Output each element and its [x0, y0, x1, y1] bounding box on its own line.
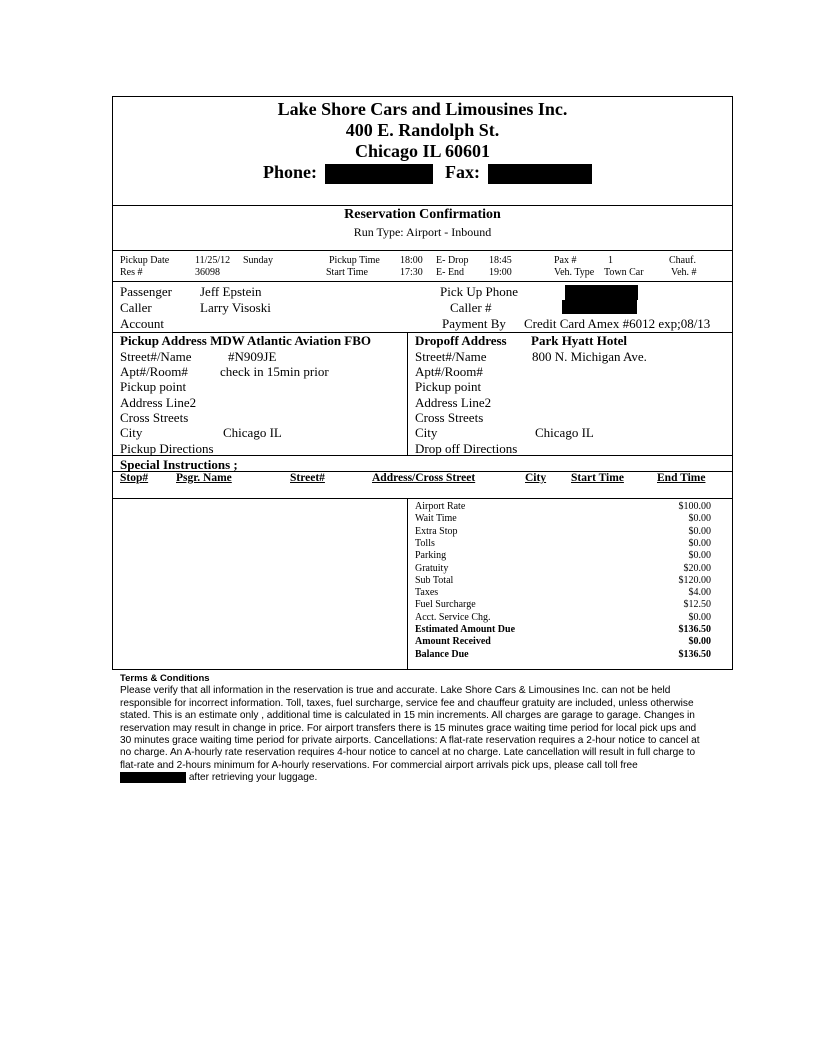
company-name: Lake Shore Cars and Limousines Inc. [277, 99, 568, 119]
fax-label: Fax: [445, 162, 480, 182]
fee-label: Tolls [415, 537, 435, 549]
dropoff-apt-label: Apt#/Room# [415, 364, 483, 379]
fee-row [415, 526, 711, 538]
phone-fax-line [263, 162, 592, 184]
terms-tail: after retrieving your luggage. [188, 772, 318, 784]
pickup-phone-redaction [565, 285, 638, 300]
phone-redaction [325, 164, 433, 184]
dropoff-directions-label: Drop off Directions [415, 441, 518, 456]
passenger-label: Passenger [120, 284, 172, 299]
dropoff-street: 800 N. Michigan Ave. [532, 349, 647, 364]
column-divider [407, 332, 408, 455]
pickup-apt-label: Apt#/Room# [120, 364, 188, 379]
vehtype: Town Car [604, 267, 644, 278]
pickup-time: 18:00 [400, 255, 423, 266]
run-type: Run Type: Airport - Inbound [353, 225, 492, 239]
company-city: Chicago IL 60601 [354, 141, 491, 161]
pickup-cross-label: Cross Streets [120, 410, 189, 425]
dropoff-street-label: Street#/Name [415, 349, 487, 364]
start-time-label: Start Time [326, 267, 368, 278]
fee-value: $0.00 [688, 550, 711, 562]
edrop: 18:45 [489, 255, 512, 266]
fee-value: $12.50 [683, 599, 711, 611]
divider [113, 455, 732, 456]
pickup-address-label: Pickup Address [120, 333, 207, 348]
divider [113, 250, 732, 251]
fax-redaction [488, 164, 592, 184]
fee-row [415, 550, 711, 562]
pickup-header [120, 333, 371, 349]
res-label: Res # [120, 267, 143, 278]
fee-label: Parking [415, 550, 447, 562]
caller: Larry Visoski [200, 300, 271, 315]
fee-label: Wait Time [415, 513, 457, 525]
divider [113, 281, 732, 282]
column-stop: Stop# [120, 472, 149, 484]
dropoff-cross-label: Cross Streets [415, 410, 484, 425]
fee-row [415, 513, 711, 525]
fee-label: Extra Stop [415, 525, 458, 537]
fee-row [415, 538, 711, 550]
fee-label: Balance Due [415, 648, 469, 660]
fee-value: $120.00 [678, 574, 711, 586]
dropoff-address-label: Dropoff Address [415, 333, 507, 348]
fee-label: Estimated Amount Due [415, 624, 516, 635]
fee-row [415, 612, 711, 624]
pickup-apt: check in 15min prior [220, 364, 329, 379]
fee-value: $100.00 [678, 501, 711, 512]
fee-value: $0.00 [688, 525, 711, 537]
fee-value: $136.50 [678, 624, 711, 635]
dropoff-location: Park Hyatt Hotel [531, 333, 628, 348]
pickup-phone-label: Pick Up Phone [440, 284, 518, 299]
fee-row [415, 501, 711, 513]
fee-label: Taxes [415, 587, 439, 599]
fee-value: $0.00 [688, 537, 711, 549]
terms-text: Please verify that all information in the reservation is true and accurate. Lake Shore Cars & Limousines Inc. can not be held responsible for incorrect information. Toll, taxes, fuel surcharge, service fee and chauffeur gratuity are included, unless otherwise stated. This is an estimate only , additional time is calculated in 15 min increments. All charges are garage to garage. Changes in reservation may result in change in price. For airport transfers there is 15 minutes grace waiting time period for local pick ups and 30 minutes grace waiting time period for private airports. Cancellations: A flat-rate reservation requires a 2-hour notice to cancel at no charge. An A-hourly rate reservation requires 4-hour notice to cancel at no charge. Late cancellation will result in full charge to flat-rate and 2-hours minimum for A-hourly reservations. For commercial airport arrivals pick ups, please call toll free [120, 685, 700, 771]
fee-label: Fuel Surcharge [415, 599, 476, 611]
fee-value: $0.00 [688, 636, 711, 648]
column-address-cross-street: Address/Cross Street [372, 472, 476, 484]
terms-title: Terms & Conditions [120, 673, 210, 684]
dropoff-point-label: Pickup point [415, 379, 482, 394]
dropoff-city: Chicago IL [535, 425, 594, 440]
fee-label: Amount Received [415, 636, 491, 648]
pickup-point-label: Pickup point [120, 379, 187, 394]
pickup-date-label: Pickup Date [120, 255, 170, 266]
start-time: 17:30 [400, 267, 423, 278]
pickup-street: #N909JE [228, 349, 277, 364]
eend-label: E- End [436, 267, 465, 278]
pickup-date: 11/25/12 [195, 255, 231, 266]
column-street: Street# [290, 472, 325, 484]
divider [113, 498, 732, 499]
pickup-city-label: City [120, 425, 143, 440]
caller-label: Caller [120, 300, 152, 315]
pickup-time-label: Pickup Time [329, 255, 380, 266]
passenger: Jeff Epstein [200, 284, 262, 299]
vehtype-label: Veh. Type [554, 267, 595, 278]
phone-label: Phone: [263, 162, 317, 182]
fee-value: $4.00 [688, 587, 711, 599]
dropoff-city-label: City [415, 425, 438, 440]
pax-label: Pax # [554, 255, 577, 266]
pickup-directions-label: Pickup Directions [120, 441, 214, 456]
dropoff-line2-label: Address Line2 [415, 395, 492, 410]
toll-free-redaction [120, 772, 186, 783]
fee-label: Sub Total [415, 574, 454, 586]
caller-number-redaction [562, 300, 637, 314]
company-address: 400 E. Randolph St. [345, 120, 500, 140]
chauf-label: Chauf. [669, 255, 696, 266]
fee-label: Gratuity [415, 562, 449, 574]
account-label: Account [120, 316, 165, 331]
fee-row [415, 636, 711, 648]
pickup-day: Sunday [243, 255, 273, 266]
fee-label: Acct. Service Chg. [415, 611, 491, 623]
pickup-location: MDW Atlantic Aviation FBO [210, 333, 372, 348]
fee-label: Airport Rate [415, 501, 466, 512]
fee-value: $20.00 [683, 562, 711, 574]
fee-row [415, 575, 711, 587]
veh-label: Veh. # [671, 267, 697, 278]
fee-row [415, 563, 711, 575]
fee-value: $0.00 [688, 513, 711, 525]
payment-method: Credit Card Amex #6012 exp;08/13 [524, 316, 711, 331]
column-psgr-name: Psgr. Name [176, 472, 232, 484]
column-city: City [525, 472, 547, 484]
reservation-form [112, 96, 733, 670]
payment-label: Payment By [442, 316, 506, 331]
fee-row [415, 587, 711, 599]
fee-row [415, 649, 711, 661]
confirmation-title: Reservation Confirmation [344, 207, 501, 222]
divider [113, 205, 732, 206]
pickup-line2-label: Address Line2 [120, 395, 197, 410]
eend: 19:00 [489, 267, 512, 278]
column-divider [407, 498, 408, 670]
fee-value: $136.50 [678, 648, 711, 660]
res-number: 36098 [195, 267, 220, 278]
edrop-label: E- Drop [436, 255, 469, 266]
pickup-street-label: Street#/Name [120, 349, 192, 364]
caller-number-label: Caller # [450, 300, 492, 315]
fee-value: $0.00 [688, 611, 711, 623]
column-end-time: End Time [657, 472, 706, 484]
column-start-time: Start Time [571, 472, 624, 484]
terms-body [120, 685, 700, 784]
fee-row [415, 624, 711, 636]
terms-section [120, 673, 700, 785]
special-instructions-label: Special Instructions ; [120, 457, 238, 472]
pickup-city: Chicago IL [223, 425, 282, 440]
fee-row [415, 599, 711, 611]
pax: 1 [608, 255, 613, 266]
